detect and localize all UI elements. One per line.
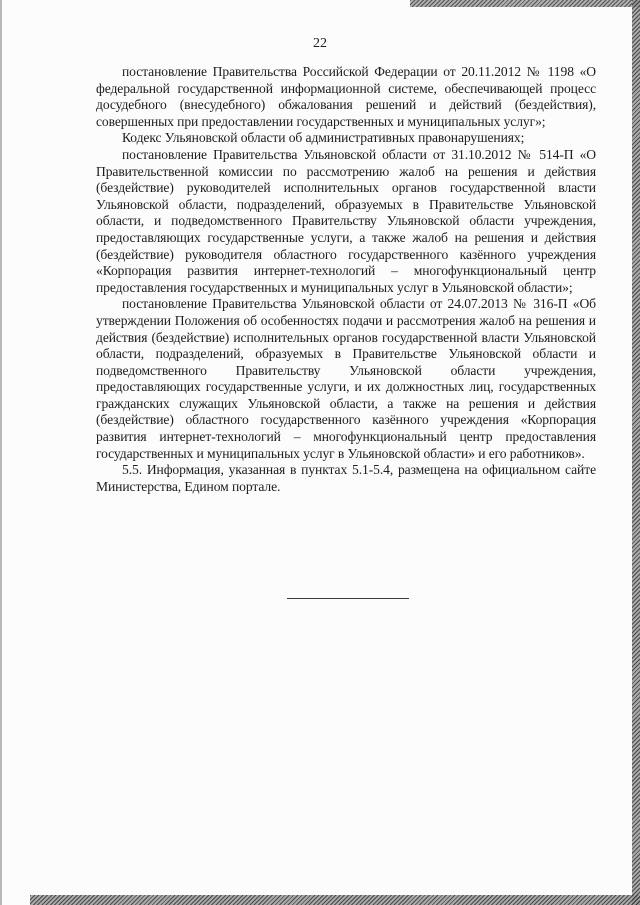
paragraph-administrative-code: Кодекс Ульяновской области об административных правонарушениях; (122, 130, 525, 146)
closing-separator-line (287, 598, 409, 599)
scan-edge-left (0, 0, 2, 905)
scan-edge-bottom (30, 895, 640, 905)
paragraph-resolution-316: постановление Правительства Ульяновской области от 24.07.2013 № 316-П «Об утверждении Положения об особенностях подачи и рассмотрения жалоб на решения и действия (бездействие) исполнительных органов государственной власти Ульяновской области, подразделений, образуемых в Правительстве Ульяновской области и подведомственного Правительству Ульяновской области учреждения, предоставляющих государственные услуги, и их должностных лиц, государственных гражданских служащих Ульяновской области, а также на решения и действия (бездействие) областного государственного казённого учреждения «Корпорация развития интернет-технологий – многофункциональный центр предоставления государственных и муниципальных услуг в Ульяновской области» и его работников». (96, 296, 596, 461)
page-number: 22 (313, 36, 327, 51)
scan-edge-top (410, 0, 640, 7)
paragraph-federal-resolution: постановление Правительства Российской Федерации от 20.11.2012 № 1198 «О федеральной государственной информационной системе, обеспечивающей процесс досудебного (внесудебного) обжалования решений и действий (бездействия), совершенных при предоставлении государственных и муниципальных услуг»; (96, 64, 596, 129)
document-body (96, 64, 596, 495)
paragraph-resolution-514: постановление Правительства Ульяновской области от 31.10.2012 № 514-П «О Правительственной комиссии по рассмотрению жалоб на решения и действия (бездействие) руководителей исполнительных органов государственной власти Ульяновской области, подразделений, образуемых в Правительстве Ульяновской области, и подведомственного Правительству Ульяновской области учреждения, предоставляющих государственные услуги, а также жалоб на решения и действия (бездействие) руководителя областного государственного казённого учреждения «Корпорация развития интернет-технологий – многофункциональный центр предоставления государственных и муниципальных услуг в Ульяновской области»; (96, 146, 596, 295)
paragraph-section-5-5: 5.5. Информация, указанная в пунктах 5.1-5.4, размещена на официальном сайте Министерства, Едином портале. (96, 462, 596, 494)
scan-edge-right (632, 0, 640, 905)
